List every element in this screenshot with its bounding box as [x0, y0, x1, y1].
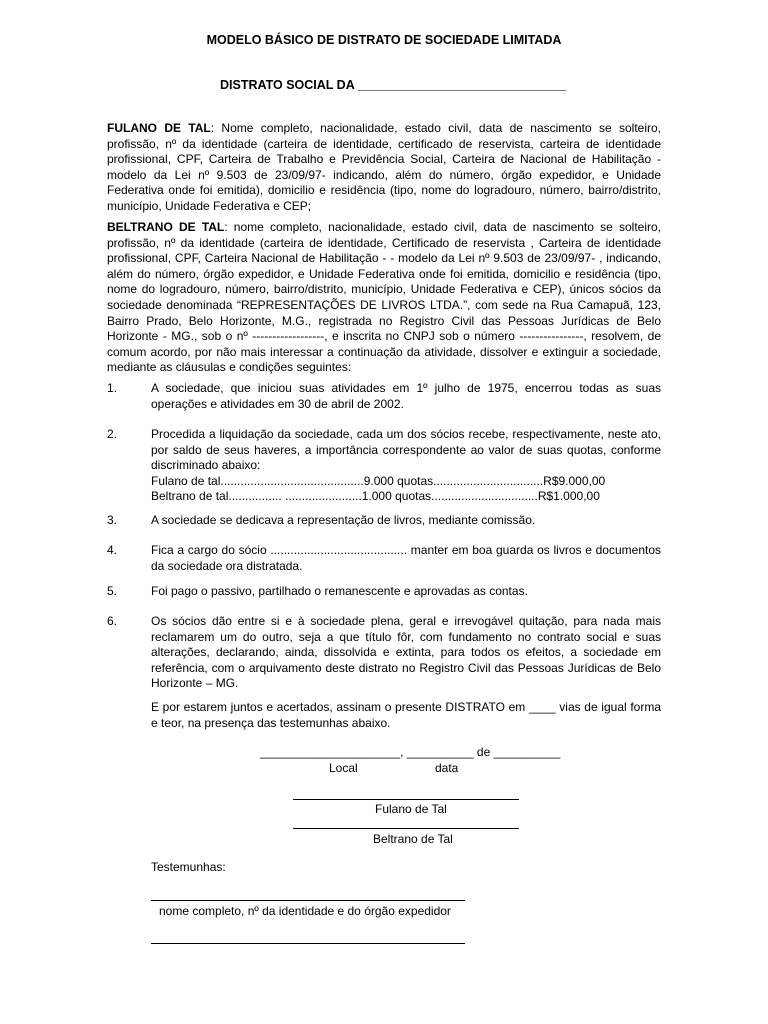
- document-title: MODELO BÁSICO DE DISTRATO DE SOCIEDADE LIMITADA: [206, 33, 562, 47]
- place-label: Local: [329, 761, 358, 775]
- quota-row-fulano: Fulano de tal...........................................9.000 quotas.................................R$9.000,00: [151, 473, 606, 488]
- party-beltrano-paragraph: [107, 220, 661, 376]
- place-date-line: _____________________, __________ de __________: [260, 745, 561, 759]
- party-beltrano-text: : nome completo, nacionalidade, estado civil, data de nascimento se solteiro, profissão, nº da identidade (carteira de identidade, Certificado de reservista , Carteira de identidade profissional, CPF, Carteira Nacional de Habilitação - - modelo da Lei nº 9.503 de 23/09/97- , indicando, além do número, órgão expedidor, e Unidade Federativa onde foi emitida, domicilio e residência (tipo, nome do logradouro, número, bairro/distrito, município, Unidade Federativa e CEP), únicos sócios da sociedade denominada “REPRESENTAÇÕES DE LIVROS LTDA.”, com sede na Rua Camapuã, 123, Bairro Prado, Belo Horizonte, M.G., registrada no Registro Civil das Pessoas Jurídicas de Belo Horizonte - MG., sob o nº ------------------, e inscrita no CNPJ sob o número ----------------, resolvem, de comum acordo, por não mais interessar a continuação da atividade, dissolver e extinguir a sociedade, mediante as cláusulas e condições seguintes:: [107, 220, 661, 375]
- clause-text: Fica a cargo do sócio ......................................... manter em boa guarda os livros e documentos da sociedade ora distratada.: [151, 543, 661, 573]
- signature-name-beltrano: Beltrano de Tal: [373, 832, 453, 846]
- party-fulano-name: FULANO DE TAL: [107, 121, 211, 135]
- clause-text: A sociedade, que iniciou suas atividades em 1º julho de 1975, encerrou todas as suas operações e atividades em 30 de abril de 2002.: [151, 381, 661, 411]
- signature-name-fulano: Fulano de Tal: [375, 802, 447, 816]
- clause-number: 6.: [107, 614, 118, 628]
- witness-line-1: [151, 900, 465, 901]
- document-subtitle: DISTRATO SOCIAL DA ______________________________: [220, 78, 567, 92]
- party-fulano-paragraph: [107, 121, 661, 215]
- clause-text: A sociedade se dedicava a representação de livros, mediante comissão.: [151, 513, 536, 527]
- witness-line-2: [151, 943, 465, 944]
- clause-number: 2.: [107, 427, 118, 441]
- date-label: data: [435, 761, 459, 775]
- clause-block: [151, 427, 661, 505]
- closing-paragraph: E por estarem juntos e acertados, assinam o presente DISTRATO em ____ vias de igual forma e teor, na presença das testemunhas abaixo.: [151, 700, 661, 730]
- quota-row-beltrano: Beltrano de tal................ .......................1.000 quotas................................R$1.000,00: [151, 489, 600, 504]
- witness-caption: nome completo, nº da identidade e do órgão expedidor: [159, 904, 451, 918]
- clause-number: 1.: [107, 381, 118, 395]
- clause-text: Procedida a liquidação da sociedade, cada um dos sócios recebe, respectivamente, neste ato, por saldo de seus haveres, a importância correspondente ao valor de suas quotas, conforme discriminado abaixo:: [151, 427, 661, 473]
- party-fulano-text: : Nome completo, nacionalidade, estado civil, data de nascimento se solteiro, profissão, nº da identidade (carteira de identidade, certificado de reservista, carteira de identidade profissional, CPF, Carteira de Trabalho e Previdência Social, Carteira de Nacional de Habilitação - modelo da Lei nº 9.503 de 23/09/97- indicando, além do número, órgão expedidor, e Unidade Federativa onde foi emitida), domicilio e residência (tipo, nome do logradouro, número, bairro/distrito, município, Unidade Federativa e CEP;: [107, 121, 661, 213]
- clause-number: 3.: [107, 513, 118, 527]
- signature-line-fulano: [293, 799, 519, 800]
- signature-line-beltrano: [293, 828, 519, 829]
- party-beltrano-name: BELTRANO DE TAL: [107, 220, 225, 234]
- clause-number: 5.: [107, 584, 118, 598]
- clause-number: 4.: [107, 543, 118, 557]
- clause-text: Os sócios dão entre si e à sociedade plena, geral e irrevogável quitação, para nada mais reclamarem um do outro, seja a que título fôr, com fundamento no contrato social e suas alterações, declarando, ainda, dissolvida e extinta, para todos os efeitos, a sociedade em referência, com o arquivamento deste distrato no Registro Civil das Pessoas Jurídicas de Belo Horizonte – MG.: [151, 614, 661, 691]
- clause-text: Foi pago o passivo, partilhado o remanescente e aprovadas as contas.: [151, 584, 528, 598]
- witnesses-label: Testemunhas:: [151, 860, 226, 874]
